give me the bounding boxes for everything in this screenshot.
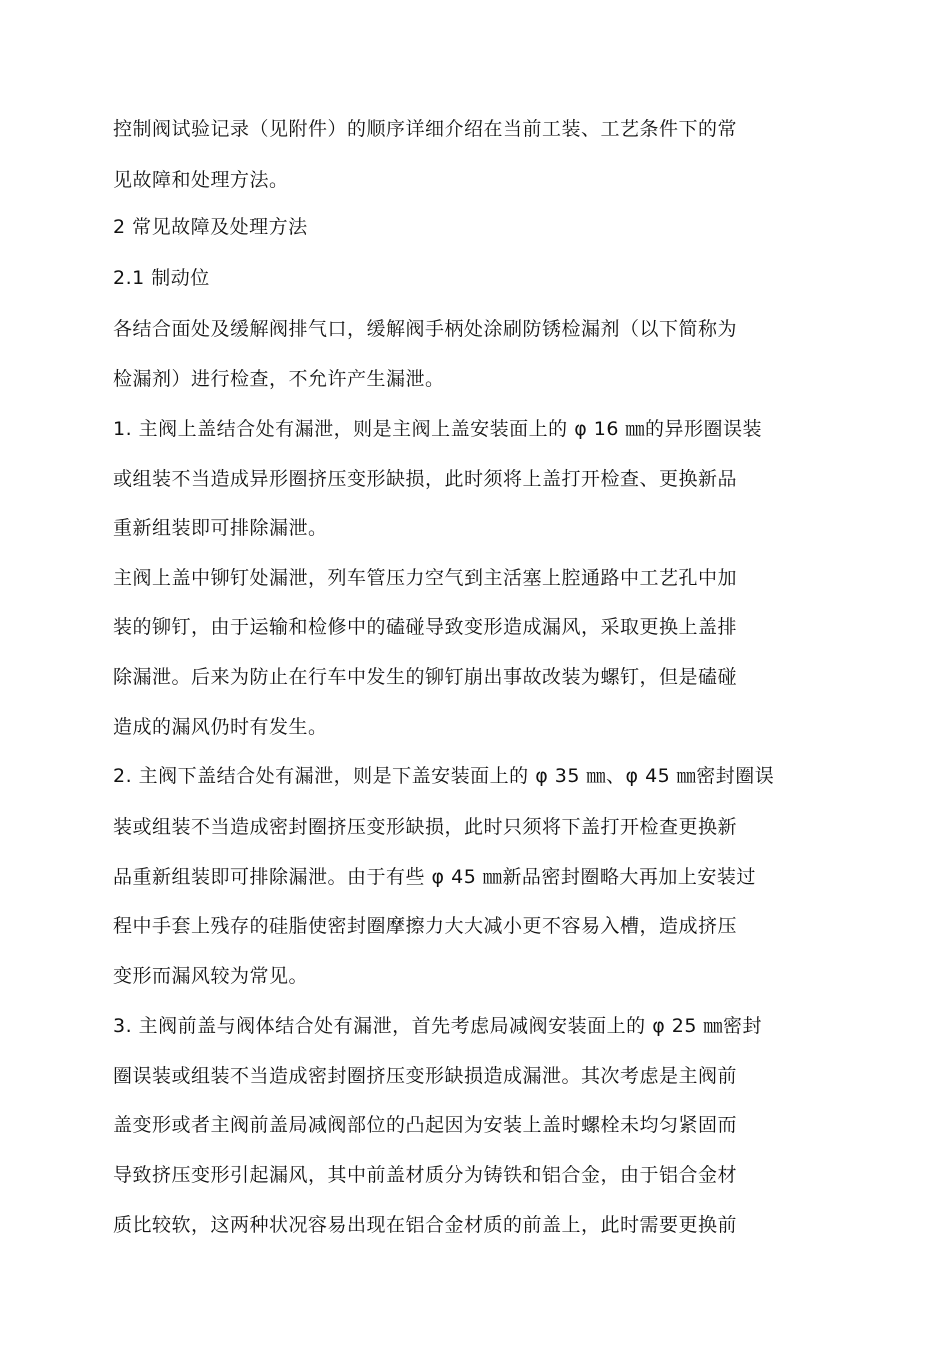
text-line: 盖变形或者主阀前盖局减阀部位的凸起因为安装上盖时螺栓未均匀紧固而 [113,1114,738,1136]
text-line: 控制阀试验记录（见附件）的顺序详细介绍在当前工装、工艺条件下的常 [113,118,738,140]
text-line: 2. 主阀下盖结合处有漏泄，则是下盖安装面上的 φ 35 ㎜、φ 45 ㎜密封圈误 [113,765,775,787]
text-line: 或组装不当造成异形圈挤压变形缺损，此时须将上盖打开检查、更换新品 [113,468,738,490]
text-line: 重新组装即可排除漏泄。 [113,517,328,539]
text-line: 导致挤压变形引起漏风，其中前盖材质分为铸铁和铝合金，由于铝合金材 [113,1164,738,1186]
text-line: 造成的漏风仍时有发生。 [113,716,328,738]
text-line: 见故障和处理方法。 [113,169,289,191]
text-line: 3. 主阀前盖与阀体结合处有漏泄，首先考虑局减阀安装面上的 φ 25 ㎜密封 [113,1015,762,1037]
text-line: 品重新组装即可排除漏泄。由于有些 φ 45 ㎜新品密封圈略大再加上安装过 [113,866,756,888]
text-line: 主阀上盖中铆钉处漏泄，列车管压力空气到主活塞上腔通路中工艺孔中加 [113,567,738,589]
text-line: 各结合面处及缓解阀排气口，缓解阀手柄处涂刷防锈检漏剂（以下简称为 [113,318,738,340]
text-line: 程中手套上残存的硅脂使密封圈摩擦力大大减小更不容易入槽，造成挤压 [113,915,738,937]
subsection-heading: 2.1 制动位 [113,267,210,289]
text-line: 装或组装不当造成密封圈挤压变形缺损，此时只须将下盖打开检查更换新 [113,816,738,838]
text-line: 检漏剂）进行检查，不允许产生漏泄。 [113,368,445,390]
text-line: 1. 主阀上盖结合处有漏泄，则是主阀上盖安装面上的 φ 16 ㎜的异形圈误装 [113,418,762,440]
text-line: 质比较软，这两种状况容易出现在铝合金材质的前盖上，此时需要更换前 [113,1214,738,1236]
text-line: 除漏泄。后来为防止在行车中发生的铆钉崩出事故改装为螺钉，但是磕碰 [113,666,738,688]
text-line: 装的铆钉，由于运输和检修中的磕碰导致变形造成漏风，采取更换上盖排 [113,616,738,638]
section-heading: 2 常见故障及处理方法 [113,216,308,238]
text-line: 圈误装或组装不当造成密封圈挤压变形缺损造成漏泄。其次考虑是主阀前 [113,1065,738,1087]
text-line: 变形而漏风较为常见。 [113,965,309,987]
